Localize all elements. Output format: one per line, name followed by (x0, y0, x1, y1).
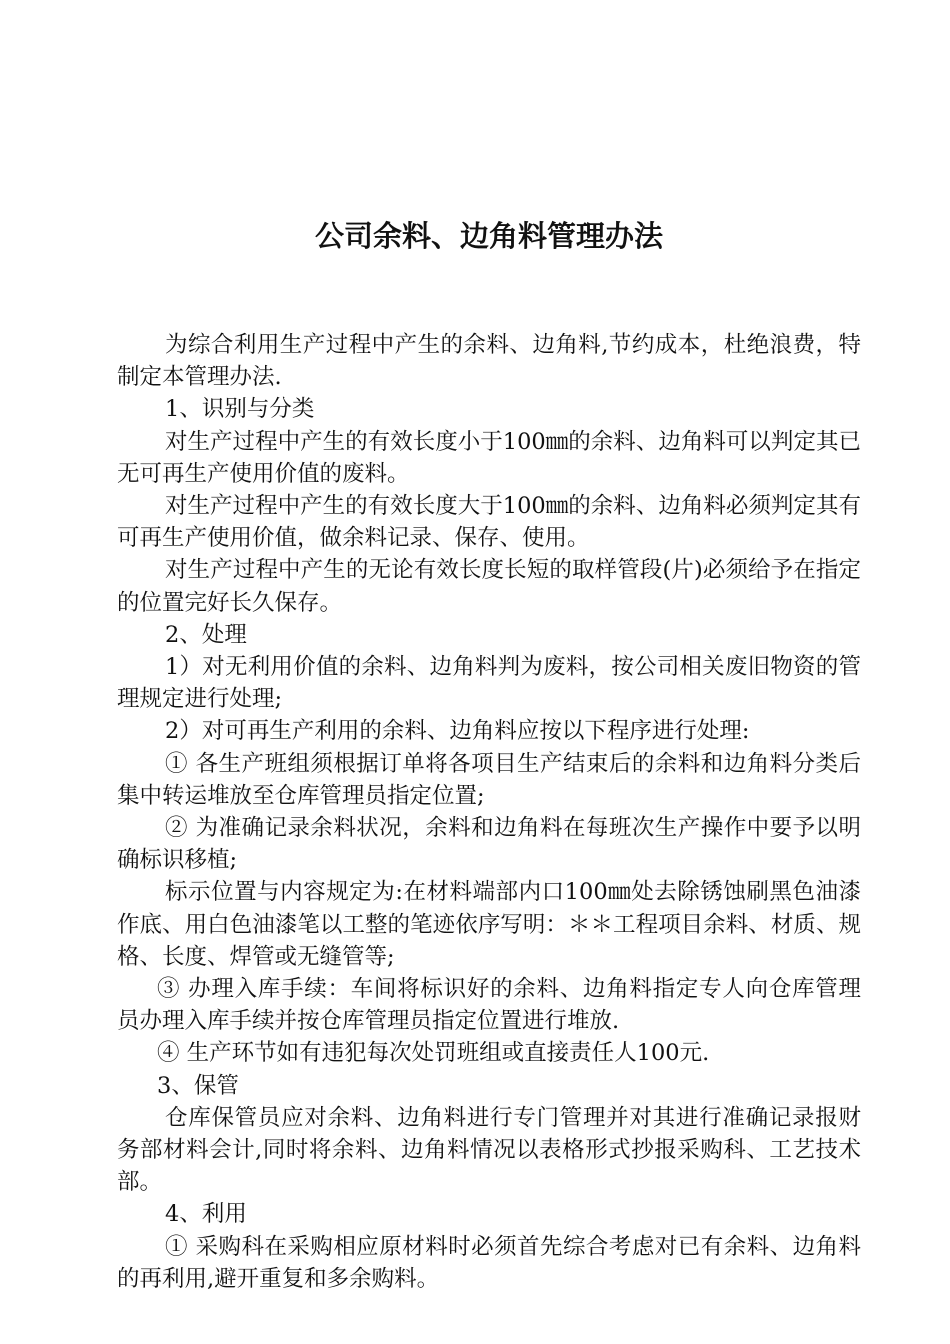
document-body (117, 329, 861, 1295)
list-item-step-4: ④ 生产环节如有违犯每次处罚班组或直接责任人100元. (157, 1040, 710, 1067)
section-heading-identification: 1、识别与分类 (165, 396, 315, 423)
list-item-utilization-1: ① 采购科在采购相应原材料时必须首先综合考虑对已有余料、边角料的再利用,避开重复和多余购料。 (117, 1233, 861, 1292)
list-item-step-1: ① 各生产班组须根据订单将各项目生产结束后的余料和边角料分类后集中转运堆放至仓库管理员指定位置; (117, 750, 861, 809)
paragraph-storage: 仓库保管员应对余料、边角料进行专门管理并对其进行准确记录报财务部材料会计,同时将余料、边角料情况以表格形式抄报采购科、工艺技术部。 (117, 1104, 861, 1196)
paragraph-intro: 为综合利用生产过程中产生的余料、边角料,节约成本，杜绝浪费，特制定本管理办法. (117, 332, 861, 391)
section-heading-processing: 2、处理 (165, 621, 247, 648)
list-item-step-2: ② 为准确记录余料状况，余料和边角料在每班次生产操作中要予以明确标识移植; (117, 815, 861, 874)
paragraph-less-than-100mm: 对生产过程中产生的有效长度小于100㎜的余料、边角料可以判定其已无可再生产使用价值的废料。 (117, 428, 861, 487)
paragraph-scrap-processing: 1）对无利用价值的余料、边角料判为废料，按公司相关废旧物资的管理规定进行处理; (117, 654, 861, 713)
paragraph-marking-rules: 标示位置与内容规定为:在材料端部内口100㎜处去除锈蚀刷黑色油漆作底、用白色油漆笔以工整的笔迹依序写明：＊＊工程项目余料、材质、规格、长度、焊管或无缝管等; (117, 879, 861, 970)
paragraph-sample-pipe: 对生产过程中产生的无论有效长度长短的取样管段(片)必须给予在指定的位置完好长久保存。 (117, 557, 861, 616)
paragraph-greater-than-100mm: 对生产过程中产生的有效长度大于100㎜的余料、边角料必须判定其有可再生产使用价值，做余料记录、保存、使用。 (117, 493, 861, 552)
paragraph-reusable-processing: 2）对可再生产利用的余料、边角料应按以下程序进行处理: (165, 718, 750, 745)
list-item-step-3: ③ 办理入库手续：车间将标识好的余料、边角料指定专人向仓库管理员办理入库手续并按仓库管理员指定位置进行堆放. (117, 976, 861, 1035)
section-heading-storage: 3、保管 (157, 1072, 239, 1099)
section-heading-utilization: 4、利用 (165, 1201, 247, 1228)
document-title: 公司余料、边角料管理办法 (314, 219, 663, 253)
